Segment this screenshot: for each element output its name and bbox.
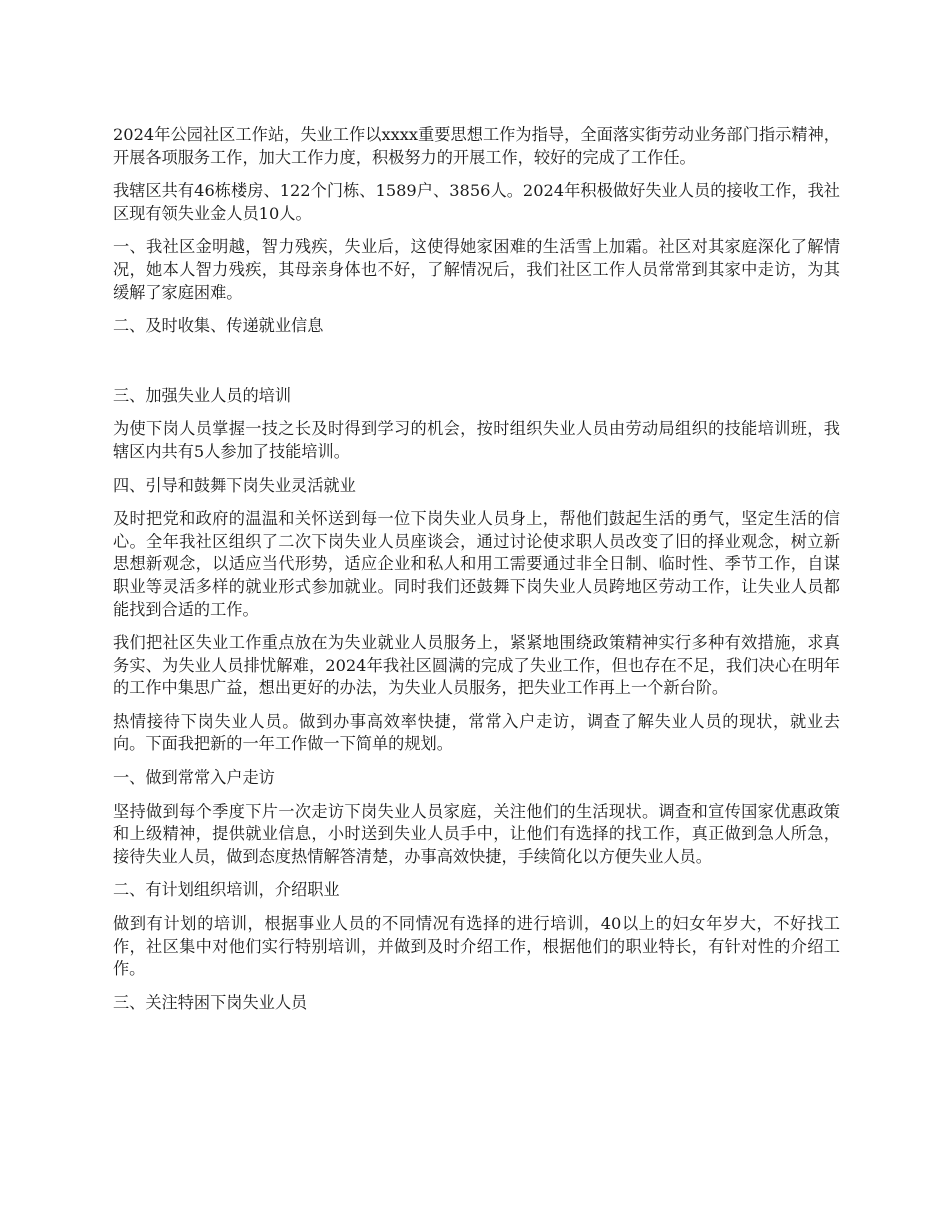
heading-training: 三、加强失业人员的培训 [113, 385, 292, 405]
heading-home-visits: 一、做到常常入户走访 [113, 768, 275, 788]
paragraph-district-stats: 我辖区共有46栋楼房、122个门栋、1589户、3856人。2024年积极做好失业人员的接收工作，我社区现有领失业金人员10人。 [113, 181, 840, 223]
blank-space [113, 349, 840, 385]
paragraph-home-visits: 坚持做到每个季度下片一次走访下岗失业人员家庭，关注他们的生活现状。调查和宣传国家优惠政策和上级精神，提供就业信息，小时送到失业人员手中，让他们有选择的找工作，真正做到急人所急，接待失业人员，做到态度热情解答清楚，办事高效快捷，手续简化以方便失业人员。 [113, 801, 840, 866]
heading-flexible-employment: 四、引导和鼓舞下岗失业灵活就业 [113, 475, 356, 495]
paragraph-summary: 我们把社区失业工作重点放在为失业就业人员服务上，紧紧地围绕政策精神实行多种有效措施，求真务实、为失业人员排忧解难，2024年我社区圆满的完成了失业工作，但也存在不足，我们决心在明年的工作中集思广益，想出更好的办法，为失业人员服务，把失业工作再上一个新台阶。 [113, 633, 840, 698]
paragraph-flexible-employment: 及时把党和政府的温温和关怀送到每一位下岗失业人员身上，帮他们鼓起生活的勇气，坚定生活的信心。全年我社区组织了二次下岗失业人员座谈会，通过讨论使求职人员改变了旧的择业观念，树立新思想新观念，以适应当代形势，适应企业和私人和用工需要通过非全日制、临时性、季节工作，自谋职业等灵活多样的就业形式参加就业。同时我们还鼓舞下岗失业人员跨地区劳动工作，让失业人员都能找到合适的工作。 [113, 509, 840, 619]
paragraph-planned-training: 做到有计划的培训，根据事业人员的不同情况有选择的进行培训，40以上的妇女年岁大，不好找工作，社区集中对他们实行特别培训，并做到及时介绍工作，根据他们的职业特长，有针对性的介绍工作。 [113, 914, 840, 979]
paragraph-training: 为使下岗人员掌握一技之长及时得到学习的机会，按时组织失业人员由劳动局组织的技能培训班，我辖区内共有5人参加了技能培训。 [113, 419, 840, 461]
heading-special-hardship: 三、关注特困下岗失业人员 [113, 992, 308, 1012]
paragraph-intro: 2024年公园社区工作站，失业工作以xxxx重要思想工作为指导，全面落实街劳动业务部门指示精神，开展各项服务工作，加大工作力度，积极努力的开展工作，较好的完成了工作任。 [113, 125, 840, 167]
heading-employment-info: 二、及时收集、传递就业信息 [113, 316, 324, 336]
paragraph-case-1: 一、我社区金明越，智力残疾，失业后，这使得她家困难的生活雪上加霜。社区对其家庭深化了解情况，她本人智力残疾，其母亲身体也不好，了解情况后，我们社区工作人员常常到其家中走访，为其缓解了家庭困难。 [113, 237, 840, 302]
paragraph-plan-intro: 热情接待下岗失业人员。做到办事高效率快捷，常常入户走访，调查了解失业人员的现状，就业去向。下面我把新的一年工作做一下简单的规划。 [113, 711, 840, 754]
document-body [113, 124, 840, 1025]
heading-planned-training: 二、有计划组织培训，介绍职业 [113, 880, 340, 900]
